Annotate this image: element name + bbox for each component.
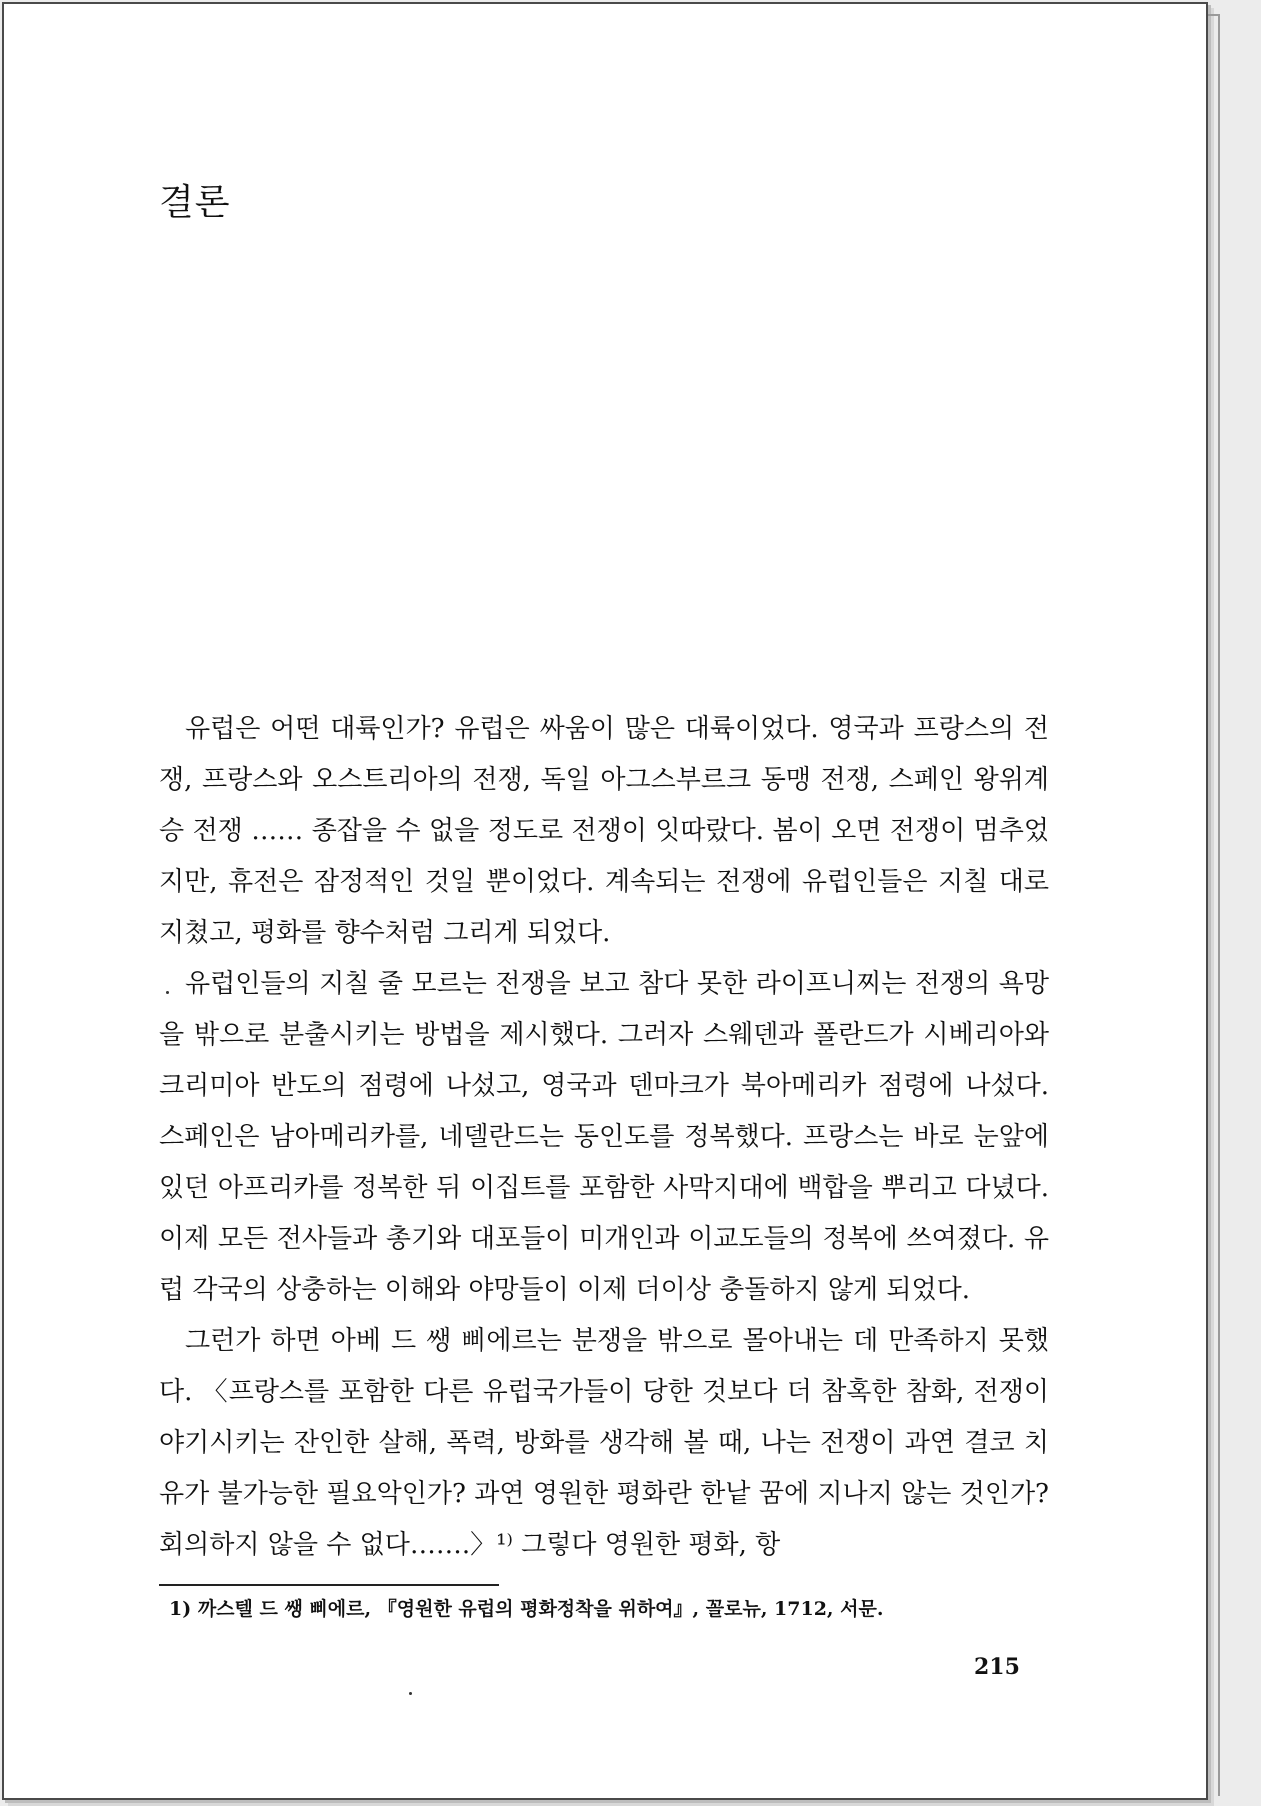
scan-speck (166, 991, 169, 994)
paragraph-2: 유럽인들의 지칠 줄 모르는 전쟁을 보고 참다 못한 라이프니찌는 전쟁의 욕망을 밖으로 분출시키는 방법을 제시했다. 그러자 스웨덴과 폴란드가 시베리아와 크리미아 반도의 점령에 나섰고, 영국과 덴마크가 북아메리카 점령에 나섰다. 스페인은 남아메리카를, 네델란드는 동인도를 정복했다. 프랑스는 바로 눈앞에 있던 아프리카를 정복한 뒤 이집트를 포함한 사막지대에 백합을 뿌리고 다녔다. 이제 모든 전사들과 총기와 대포들이 미개인과 이교도들의 정복에 쓰여졌다. 유럽 각국의 상충하는 이해와 야망들이 이제 더이상 충돌하지 않게 되었다. (159, 969, 1049, 1305)
paragraph-3: 그런가 하면 아베 드 쌩 삐에르는 분쟁을 밖으로 몰아내는 데 만족하지 못했다. 〈프랑스를 포함한 다른 유럽국가들이 당한 것보다 더 참혹한 참화, 전쟁이 야기시키는 잔인한 살해, 폭력, 방화를 생각해 볼 때, 나는 전쟁이 과연 결코 치유가 불가능한 필요악인가? 과연 영원한 평화란 한낱 꿈에 지나지 않는 것인가? 회의하지 않을 수 없다…….〉¹⁾ 그렇다 영원한 평화, 항 (159, 1326, 1049, 1560)
paragraph-1: 유럽은 어떤 대륙인가? 유럽은 싸움이 많은 대륙이었다. 영국과 프랑스의 전쟁, 프랑스와 오스트리아의 전쟁, 독일 아그스부르크 동맹 전쟁, 스페인 왕위계승 전쟁 …… 종잡을 수 없을 정도로 전쟁이 잇따랐다. 봄이 오면 전쟁이 멈추었지만, 휴전은 잠정적인 것일 뿐이었다. 계속되는 전쟁에 유럽인들은 지칠 대로 지쳤고, 평화를 향수처럼 그리게 되었다. (159, 714, 1049, 948)
page-edge (1208, 14, 1220, 1796)
book-page (2, 2, 1208, 1800)
page-number: 215 (974, 1654, 1020, 1680)
body-text (159, 704, 1049, 1571)
chapter-title: 결론 (159, 182, 231, 223)
footnote-rule (159, 1584, 499, 1586)
footnote: 1) 까스텔 드 쌩 삐에르, 『영원한 유럽의 평화정착을 위하여』, 꼴로뉴, 1712, 서문. (169, 1598, 884, 1620)
scan-speck (409, 1692, 412, 1695)
